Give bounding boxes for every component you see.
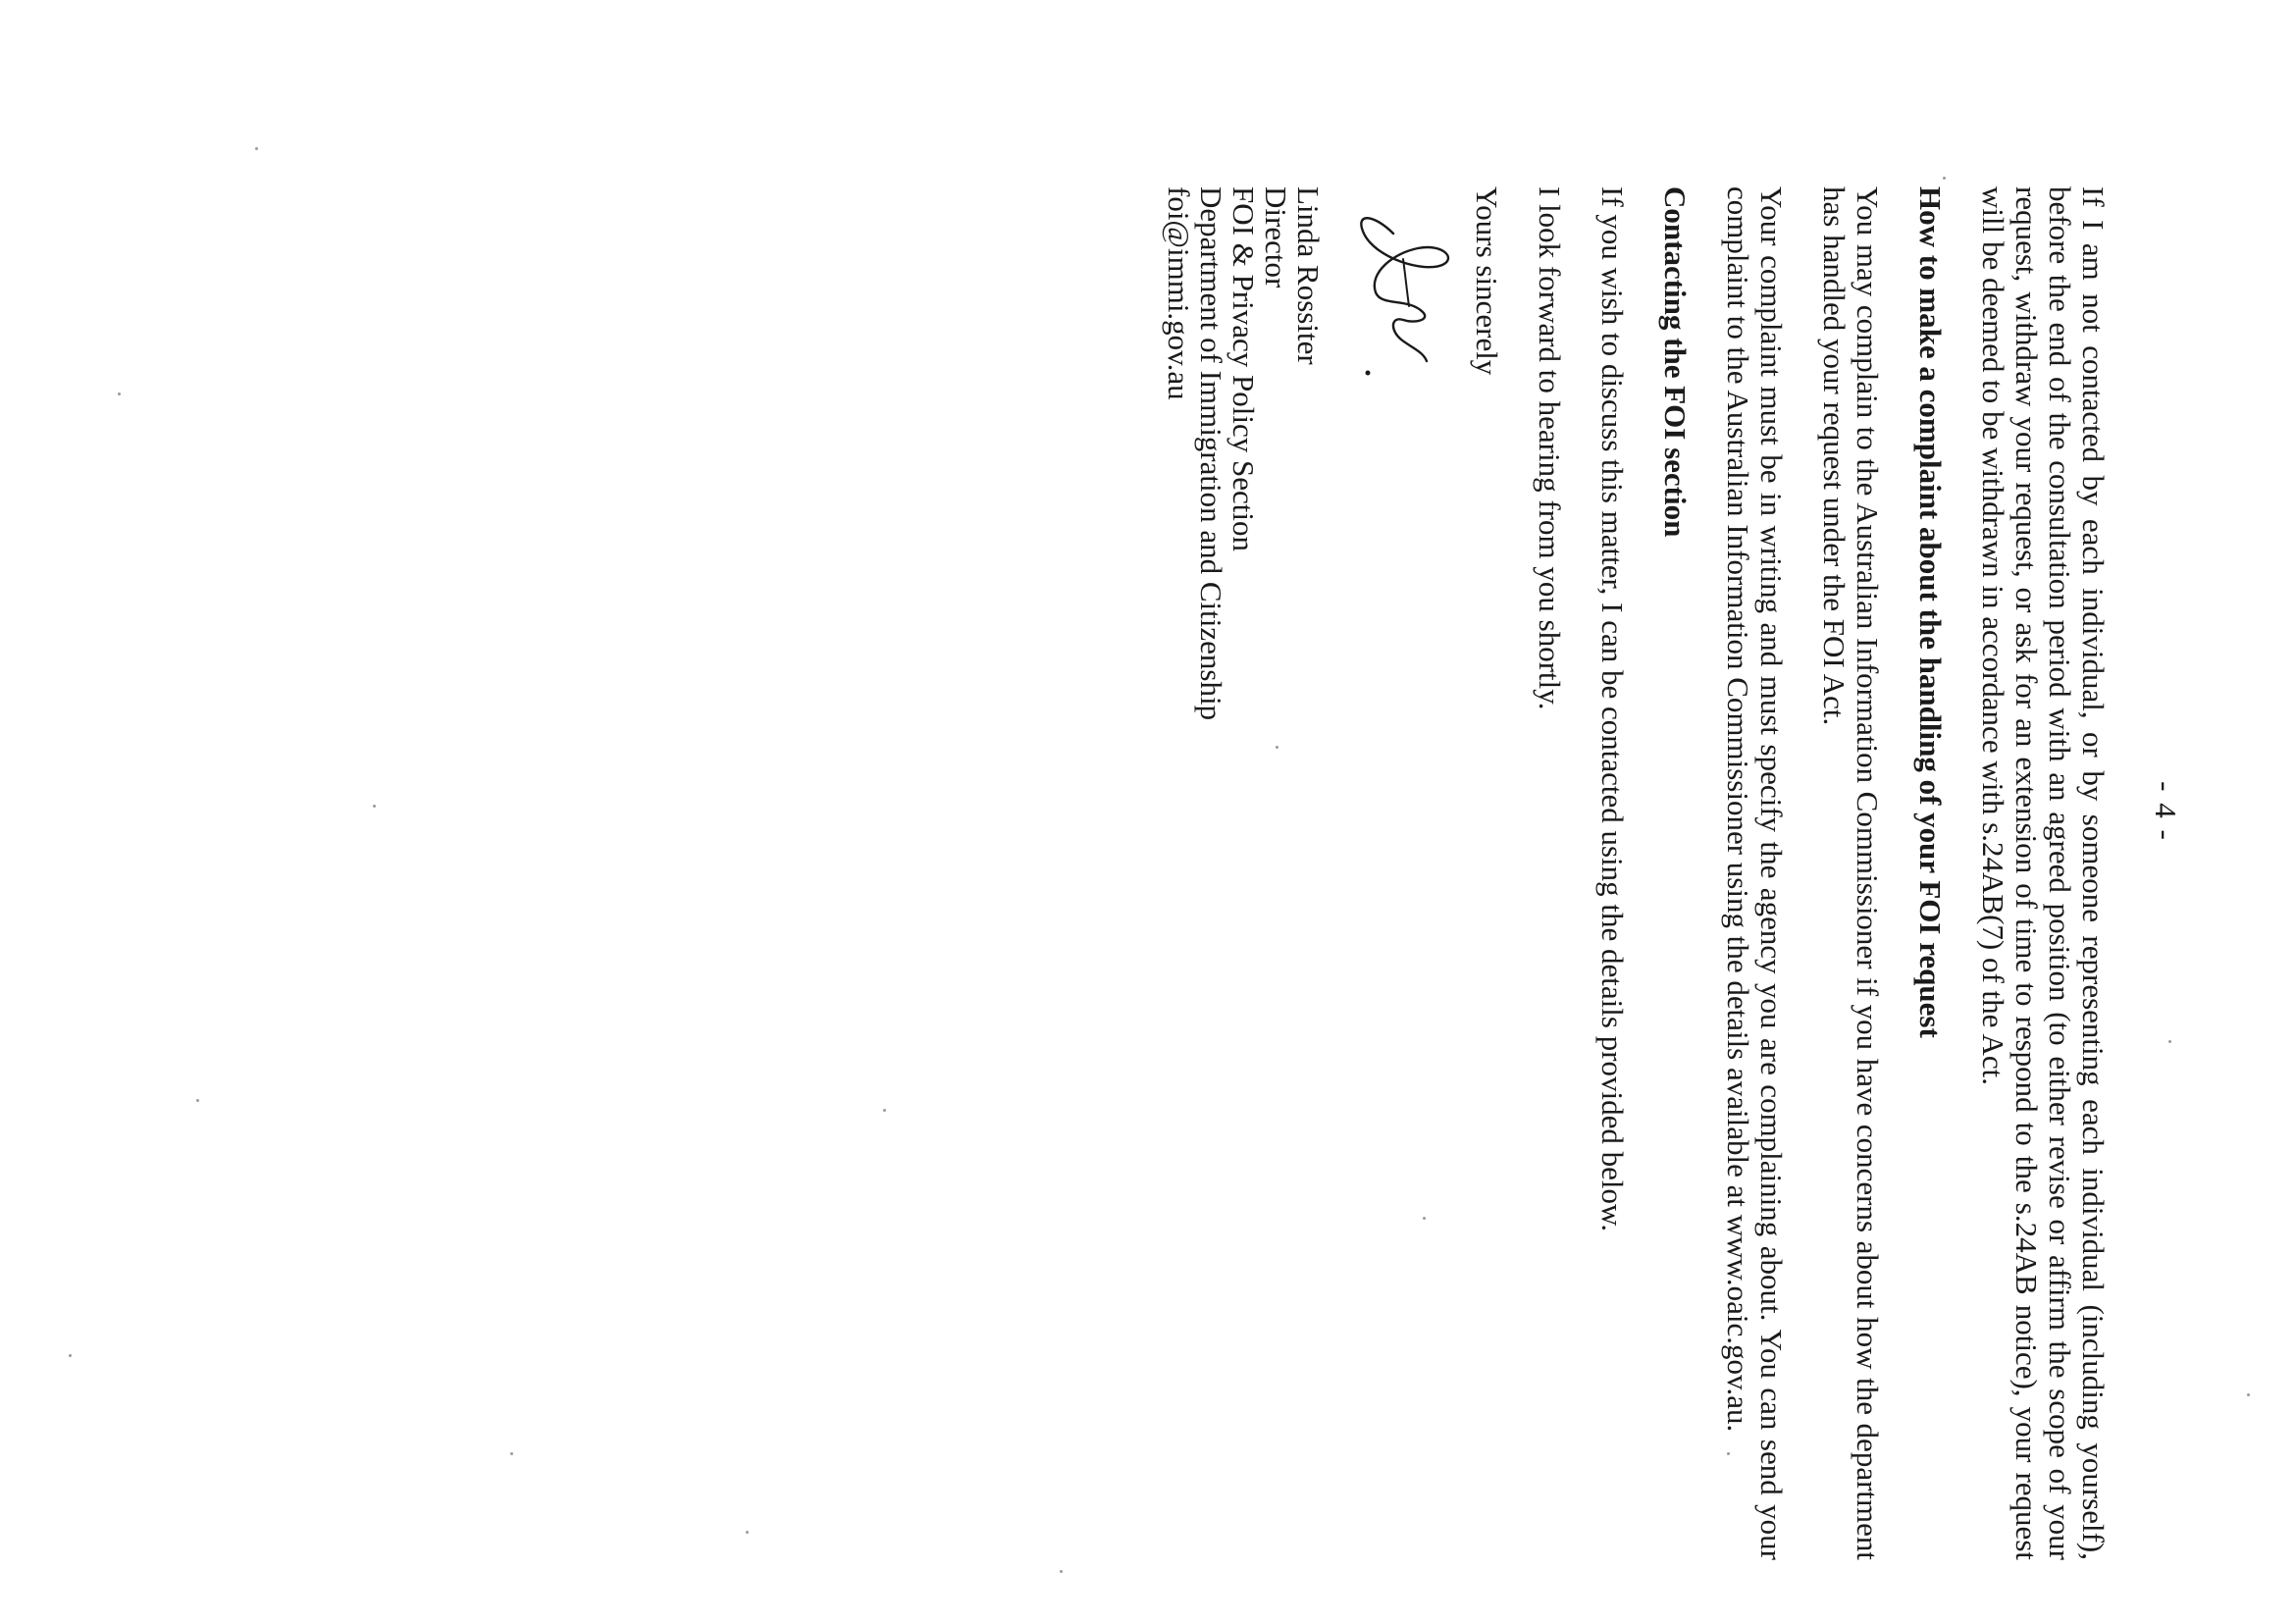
signatory-department: Department of Immigration and Citizenship [1194, 186, 1228, 721]
closing-remark: I look forward to hearing from you shortly. [1533, 186, 1567, 710]
handwritten-signature [1344, 186, 1462, 1560]
contact-paragraph: If you wish to discuss this matter, I can be contacted using the details provided below. [1595, 186, 1630, 1232]
signatory-name: Linda Rossiter [1291, 186, 1326, 365]
complaint-paragraph: You may complain to the Australian Information Commissioner if you have concerns about how the department has handled your request under the FOI Act. [1817, 186, 1885, 1560]
complaint-heading: How to make a complaint about the handling of your FOI request [1913, 186, 1948, 1038]
closing-salutation: Yours sincerely [1470, 186, 1504, 376]
consultation-paragraph: If I am not contacted by each individual, or by someone representing each individual (including yourself), before the end of the consultation period with an agreed position (to either revise or affirm the scope of your request, withdraw your request, or ask for an extension of time to respond to the s.24AB notice), your request will be deemed to be withdrawn in accordance with s.24AB(7) of the Act. [1976, 186, 2111, 1560]
signatory-title: Director [1259, 186, 1293, 288]
signatory-email: foi@immi.gov.au [1162, 186, 1196, 400]
signatory-section: FOI & Privacy Policy Section [1226, 186, 1261, 551]
signature-block [1163, 186, 1325, 1560]
letter-body [1163, 186, 2110, 1560]
complaint-details-paragraph: Your complaint must be in writing and must specify the agency you are complaining about. You can send your complaint to the Australian Information Commissioner using the details available at www.oaic.gov.au. [1721, 186, 1789, 1560]
page-number: - 4 - [2149, 781, 2183, 842]
signature-scribble [1344, 204, 1462, 400]
contact-heading: Contacting the FOI section [1658, 186, 1693, 538]
